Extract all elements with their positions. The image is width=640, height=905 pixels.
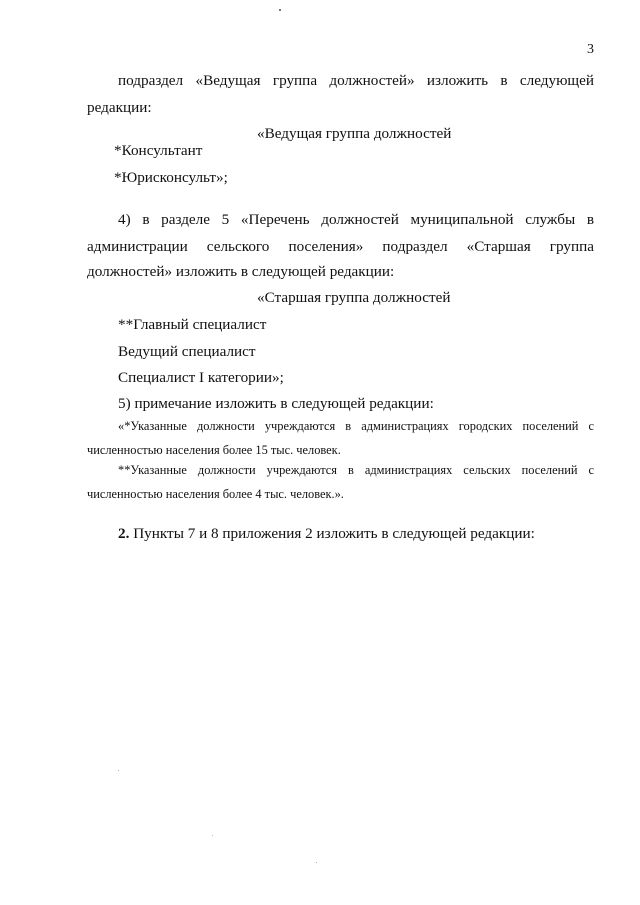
note-line: «*Указанные должности учреждаются в администрациях городских поселений с bbox=[118, 419, 594, 433]
paragraph-line: администрации сельского поселения» подраздел «Старшая группа bbox=[87, 238, 594, 255]
scan-speck bbox=[316, 862, 317, 863]
scan-speck bbox=[118, 770, 119, 771]
note-line: численностью населения более 4 тыс. человек.». bbox=[87, 487, 344, 501]
paragraph-line: 5) примечание изложить в следующей редакции: bbox=[118, 395, 434, 412]
section-title: «Ведущая группа должностей bbox=[257, 125, 452, 142]
note-line: **Указанные должности учреждаются в администрациях сельских поселений с bbox=[118, 463, 594, 477]
scan-speck bbox=[279, 9, 281, 11]
paragraph-line: должностей» изложить в следующей редакции: bbox=[87, 263, 395, 280]
page-number: 3 bbox=[587, 42, 594, 57]
list-item: Специалист I категории»; bbox=[118, 369, 284, 386]
list-item: Ведущий специалист bbox=[118, 343, 256, 360]
paragraph-line: 4) в разделе 5 «Перечень должностей муниципальной службы в bbox=[118, 211, 594, 228]
scan-speck bbox=[212, 835, 213, 836]
list-item: *Консультант bbox=[114, 142, 203, 159]
point-text: Пункты 7 и 8 приложения 2 изложить в следующей редакции: bbox=[129, 525, 535, 542]
note-line: численностью населения более 15 тыс. человек. bbox=[87, 443, 341, 457]
point-number: 2. bbox=[118, 525, 130, 542]
list-item: **Главный специалист bbox=[118, 316, 267, 333]
list-item: *Юрисконсульт»; bbox=[114, 169, 228, 186]
point-2-line bbox=[118, 524, 535, 544]
paragraph-line: редакции: bbox=[87, 99, 152, 116]
paragraph-line: подраздел «Ведущая группа должностей» изложить в следующей bbox=[118, 72, 594, 89]
section-title: «Старшая группа должностей bbox=[257, 289, 451, 306]
